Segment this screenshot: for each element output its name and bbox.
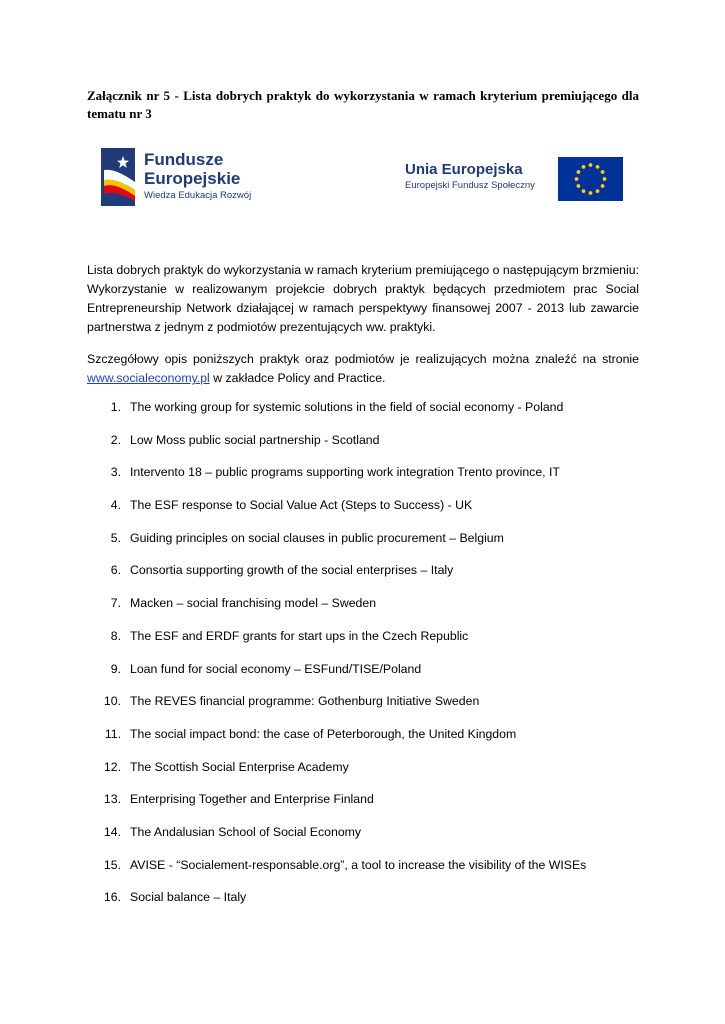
list-item-number: 2. xyxy=(110,432,121,447)
list-item xyxy=(87,594,647,627)
fe-logo-line3: Wiedza Edukacja Rozwój xyxy=(144,190,252,201)
list-item-number: 3. xyxy=(110,465,121,480)
list-item-number: 15. xyxy=(103,857,121,872)
list-item-text: Loan fund for social economy – ESFund/TISE/Poland xyxy=(130,661,422,676)
list-item-text: The Andalusian School of Social Economy xyxy=(130,824,362,839)
fundusze-europejskie-logo xyxy=(101,148,271,208)
fe-emblem-icon xyxy=(101,148,135,206)
list-item-number: 10. xyxy=(103,694,121,709)
list-item-text: Consortia supporting growth of the social enterprises – Italy xyxy=(130,563,454,578)
list-item-text: Low Moss public social partnership - Scotland xyxy=(130,432,380,447)
fe-logo-line2: Europejskie xyxy=(144,169,241,188)
list-item-number: 16. xyxy=(103,890,121,905)
list-item xyxy=(87,431,647,464)
list-item xyxy=(87,627,647,660)
list-item xyxy=(87,758,647,791)
ue-logo-line1: Unia Europejska xyxy=(405,161,523,178)
list-item xyxy=(87,888,647,921)
list-item xyxy=(87,660,647,693)
list-item-text: The Scottish Social Enterprise Academy xyxy=(130,759,349,774)
list-item-text: The ESF response to Social Value Act (Steps to Success) - UK xyxy=(130,498,473,513)
list-item xyxy=(87,463,647,496)
practices-list xyxy=(87,398,647,921)
list-item-number: 6. xyxy=(110,563,121,578)
ue-logo-line2: Europejski Fundusz Społeczny xyxy=(405,180,535,191)
list-item xyxy=(87,529,647,562)
list-item xyxy=(87,496,647,529)
list-item xyxy=(87,398,647,431)
details-text-after: w zakładce Policy and Practice. xyxy=(209,371,386,385)
list-item-text: Guiding principles on social clauses in public procurement – Belgium xyxy=(130,530,504,545)
list-item-text: The social impact bond: the case of Peterborough, the United Kingdom xyxy=(130,726,517,741)
unia-europejska-logo xyxy=(405,157,625,203)
list-item xyxy=(87,856,647,889)
list-item-number: 12. xyxy=(103,759,121,774)
fe-logo-line1: Fundusze xyxy=(144,150,224,169)
list-item-number: 11. xyxy=(104,726,121,741)
list-item xyxy=(87,725,647,758)
list-item-number: 14. xyxy=(103,824,121,839)
list-item-text: The working group for systemic solutions in the field of social economy - Poland xyxy=(130,400,564,414)
list-item-number: 5. xyxy=(110,530,121,545)
document-heading: Załącznik nr 5 - Lista dobrych praktyk do wykorzystania w ramach kryterium premiującego dla tematu nr 3 xyxy=(87,88,639,121)
list-item xyxy=(87,823,647,856)
list-item xyxy=(87,790,647,823)
socialeconomy-link[interactable]: www.socialeconomy.pl xyxy=(87,371,210,385)
eu-flag-icon xyxy=(558,157,623,201)
list-item-number: 13. xyxy=(103,792,121,807)
intro-paragraph: Lista dobrych praktyk do wykorzystania w ramach kryterium premiującego o następującym brzmieniu: Wykorzystanie w realizowanym projekcie dobrych praktyk będących przedmiotem prac Social Entrepreneurship Network działającej w ramach perspektywy finansowej 2007 - 2013 lub zawarcie partnerstwa z jednym z podmiotów prezentujących ww. praktyki. xyxy=(87,263,639,334)
list-item-text: Macken – social franchising model – Sweden xyxy=(130,596,377,611)
list-item-number: 8. xyxy=(110,628,121,643)
details-paragraph xyxy=(87,350,639,388)
list-item-number: 9. xyxy=(110,661,121,676)
list-item-number: 1. xyxy=(110,400,121,414)
list-item-text: Enterprising Together and Enterprise Finland xyxy=(130,792,374,807)
list-item-number: 7. xyxy=(110,596,121,611)
details-text-before: Szczegółowy opis poniższych praktyk oraz podmiotów je realizujących można znaleźć na stronie xyxy=(87,352,639,366)
list-item-text: Intervento 18 – public programs supporting work integration Trento province, IT xyxy=(130,465,560,480)
list-item-text: The ESF and ERDF grants for start ups in the Czech Republic xyxy=(130,628,469,643)
list-item-number: 4. xyxy=(110,498,121,513)
list-item-text: Social balance – Italy xyxy=(130,890,247,905)
list-item-text: The REVES financial programme: Gothenburg Initiative Sweden xyxy=(130,694,480,709)
list-item-text: AVISE - “Socialement-responsable.org”, a tool to increase the visibility of the WISEs xyxy=(130,857,587,872)
list-item xyxy=(87,692,647,725)
list-item xyxy=(87,561,647,594)
